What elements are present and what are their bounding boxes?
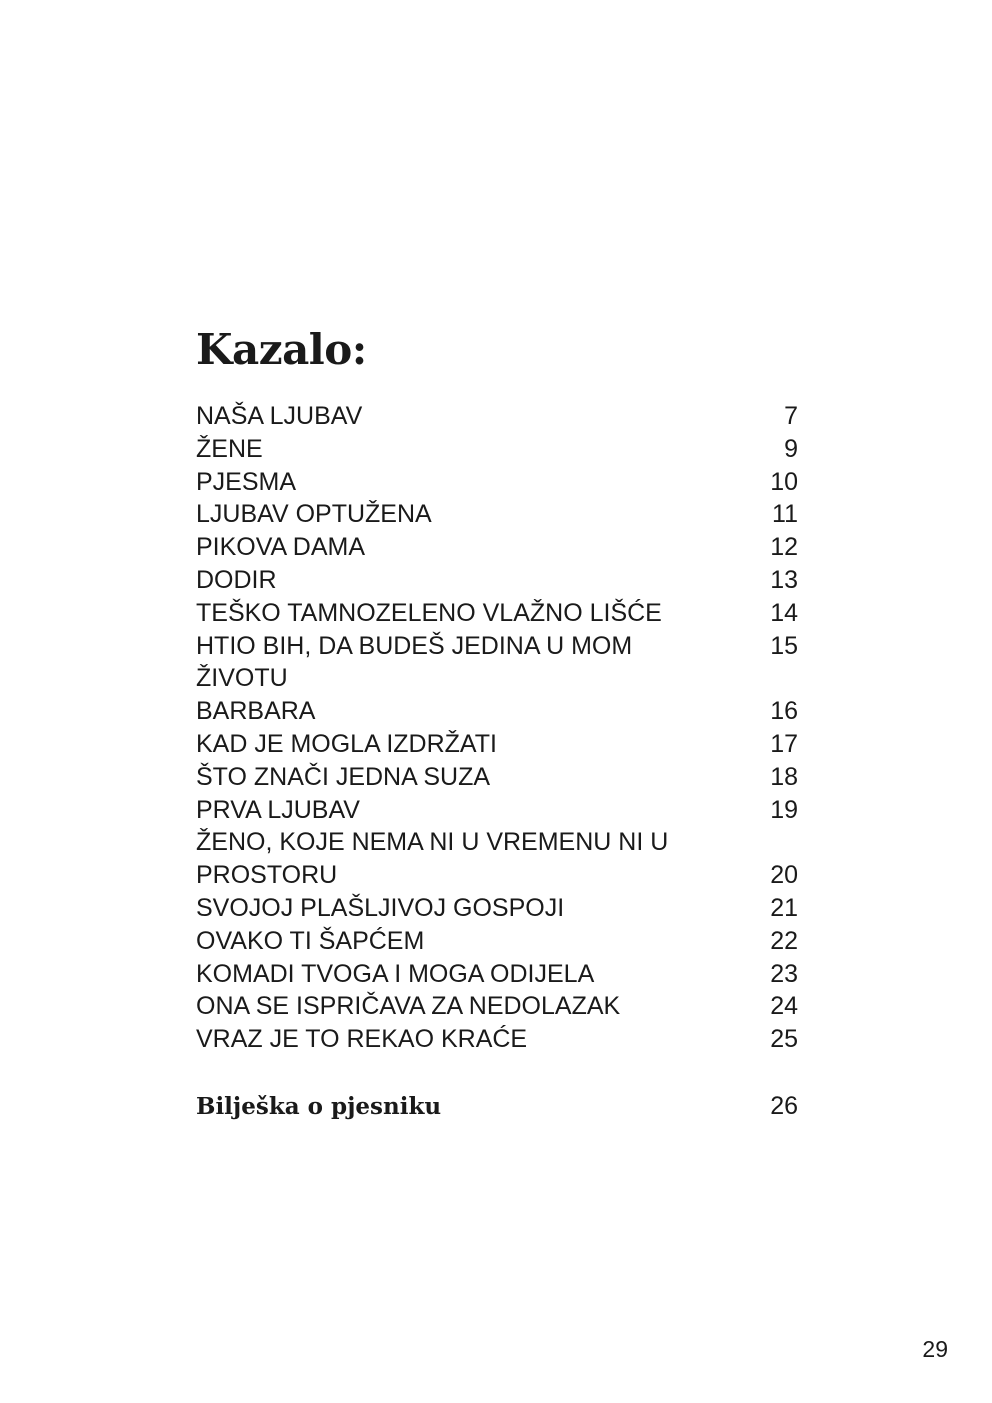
toc-entry — [196, 531, 798, 564]
toc-entry-page: 10 — [770, 467, 798, 496]
toc-entry-title: ŠTO ZNAČI JEDNA SUZA — [196, 762, 491, 791]
toc-entry — [196, 630, 798, 696]
toc-entry-page: 23 — [770, 959, 798, 988]
toc-entry-page: 7 — [784, 402, 798, 430]
toc-entry — [196, 826, 798, 892]
toc-entry-page: 12 — [770, 533, 798, 562]
toc-entry-title: VRAZ JE TO REKAO KRAĆE — [196, 1025, 528, 1054]
toc-entry-page: 20 — [770, 861, 798, 890]
toc-entry-page: 21 — [770, 893, 798, 922]
toc-note-page: 26 — [770, 1092, 798, 1120]
toc-entry-title: PJESMA — [196, 467, 297, 496]
page-number: 29 — [922, 1336, 948, 1362]
toc-entry — [196, 433, 798, 466]
page-title: Kazalo: — [196, 325, 367, 374]
toc-entry-title: PRVA LJUBAV — [196, 795, 360, 824]
toc-entry — [196, 400, 798, 433]
toc-entry-page: 11 — [772, 500, 798, 529]
toc-entry — [196, 892, 798, 925]
toc-entry-title: HTIO BIH, DA BUDEŠ JEDINA U MOM ŽIVOTU — [196, 631, 633, 693]
toc-entry-title: ŽENO, KOJE NEMA NI U VREMENU NI U PROSTORU — [196, 828, 669, 890]
toc-entry — [196, 761, 798, 794]
toc-entry-title: OVAKO TI ŠAPĆEM — [196, 926, 425, 955]
toc-entry — [196, 925, 798, 958]
toc-entry — [196, 794, 798, 827]
toc-entry-page: 17 — [770, 729, 798, 758]
toc-entry-title: NAŠA LJUBAV — [196, 402, 363, 430]
toc-entry-page: 24 — [770, 992, 798, 1021]
toc-entry-title: PIKOVA DAMA — [196, 533, 366, 562]
toc-entry-title: DODIR — [196, 565, 277, 594]
toc-entry-title: ŽENE — [196, 434, 263, 463]
toc-entry-page: 22 — [770, 926, 798, 955]
table-of-contents — [196, 400, 798, 1056]
toc-entry-page: 19 — [770, 795, 798, 824]
toc-entry — [196, 958, 798, 991]
toc-entry — [196, 990, 798, 1023]
toc-entry — [196, 695, 798, 728]
toc-entry-page: 16 — [770, 697, 798, 726]
toc-entry-page: 14 — [770, 598, 798, 627]
toc-entry-page: 25 — [770, 1025, 798, 1054]
toc-note-title: Bilješka o pjesniku — [196, 1093, 442, 1120]
toc-entry-title: KOMADI TVOGA I MOGA ODIJELA — [196, 959, 595, 988]
toc-entry-page: 13 — [770, 565, 798, 594]
toc-entry — [196, 1023, 798, 1056]
toc-entry-title: KAD JE MOGLA IZDRŽATI — [196, 729, 497, 758]
toc-note-entry — [196, 1090, 798, 1123]
toc-entry-title: SVOJOJ PLAŠLJIVOJ GOSPOJI — [196, 893, 565, 922]
toc-entry — [196, 597, 798, 630]
toc-entry-page: 15 — [770, 631, 798, 660]
toc-entry-title: ONA SE ISPRIČAVA ZA NEDOLAZAK — [196, 992, 621, 1021]
toc-entry-title: LJUBAV OPTUŽENA — [196, 500, 432, 529]
toc-entry — [196, 498, 798, 531]
toc-entry — [196, 564, 798, 597]
toc-entry — [196, 728, 798, 761]
toc-entry-page: 18 — [770, 762, 798, 791]
toc-entry-page: 9 — [784, 434, 798, 463]
toc-entry-title: BARBARA — [196, 697, 316, 726]
toc-entry — [196, 466, 798, 499]
toc-entry-title: TEŠKO TAMNOZELENO VLAŽNO LIŠĆE — [196, 598, 662, 627]
